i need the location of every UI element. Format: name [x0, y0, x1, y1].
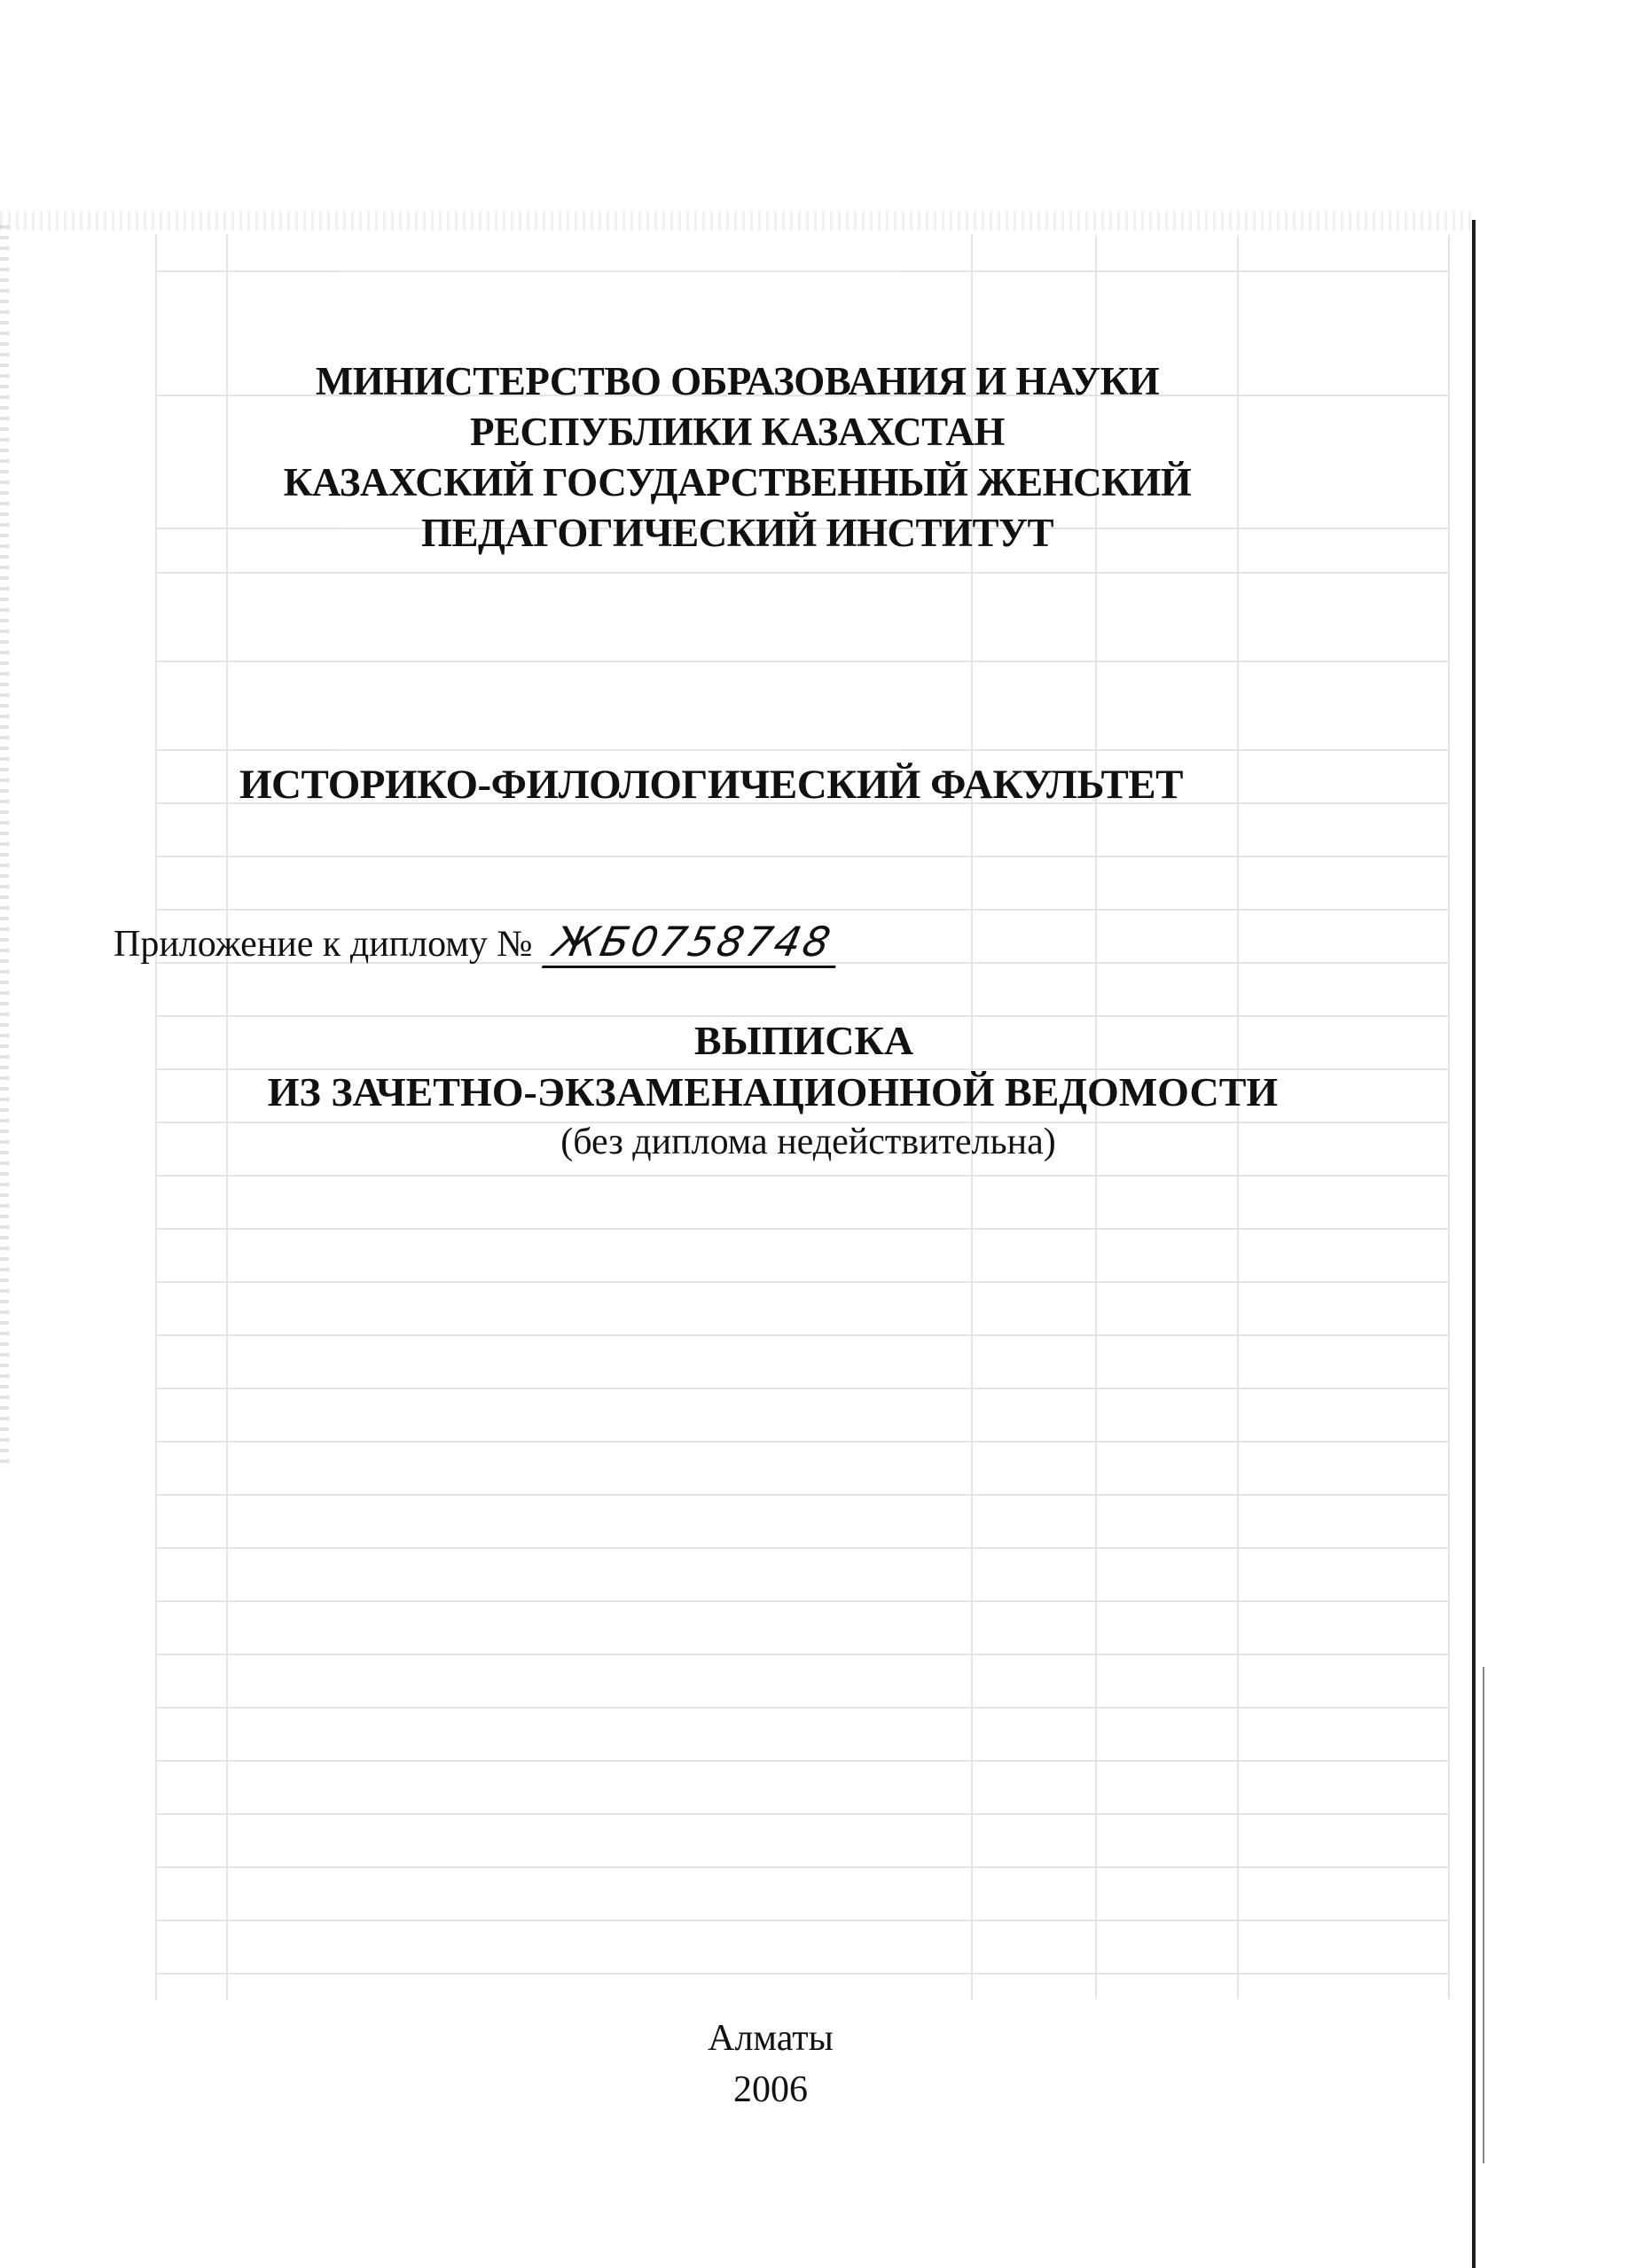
footer-year: 2006 — [733, 2069, 808, 2110]
extract-subtitle: ИЗ ЗАЧЕТНО-ЭКЗАМЕНАЦИОННОЙ ВЕДОМОСТИ — [267, 1069, 1279, 1114]
footer-city: Алматы — [708, 2018, 834, 2059]
footer — [0, 2013, 1475, 2115]
ministry-header — [0, 356, 1475, 559]
appendix-label: Приложение к диплому № — [114, 924, 533, 965]
extract-heading — [0, 1015, 1475, 1166]
scan-right-border-secondary — [1483, 1667, 1484, 2163]
header-line-2: РЕСПУБЛИКИ КАЗАХСТАН — [470, 410, 1005, 454]
header-line-3: КАЗАХСКИЙ ГОСУДАРСТВЕННЫЙ ЖЕНСКИЙ — [283, 460, 1192, 504]
diploma-number-handwritten: ЖБ0758748 — [542, 918, 846, 968]
faculty-title: ИСТОРИКО-ФИЛОЛОГИЧЕСКИЙ ФАКУЛЬТЕТ — [239, 762, 1183, 808]
appendix-line — [114, 918, 841, 968]
scan-top-edge — [0, 211, 1476, 231]
extract-title: ВЫПИСКА — [693, 1018, 914, 1063]
extract-note: (без диплома недействительна) — [560, 1122, 1056, 1162]
header-line-4: ПЕДАГОГИЧЕСКИЙ ИНСТИТУТ — [420, 511, 1054, 555]
header-line-1: МИНИСТЕРСТВО ОБРАЗОВАНИЯ И НАУКИ — [315, 359, 1160, 403]
